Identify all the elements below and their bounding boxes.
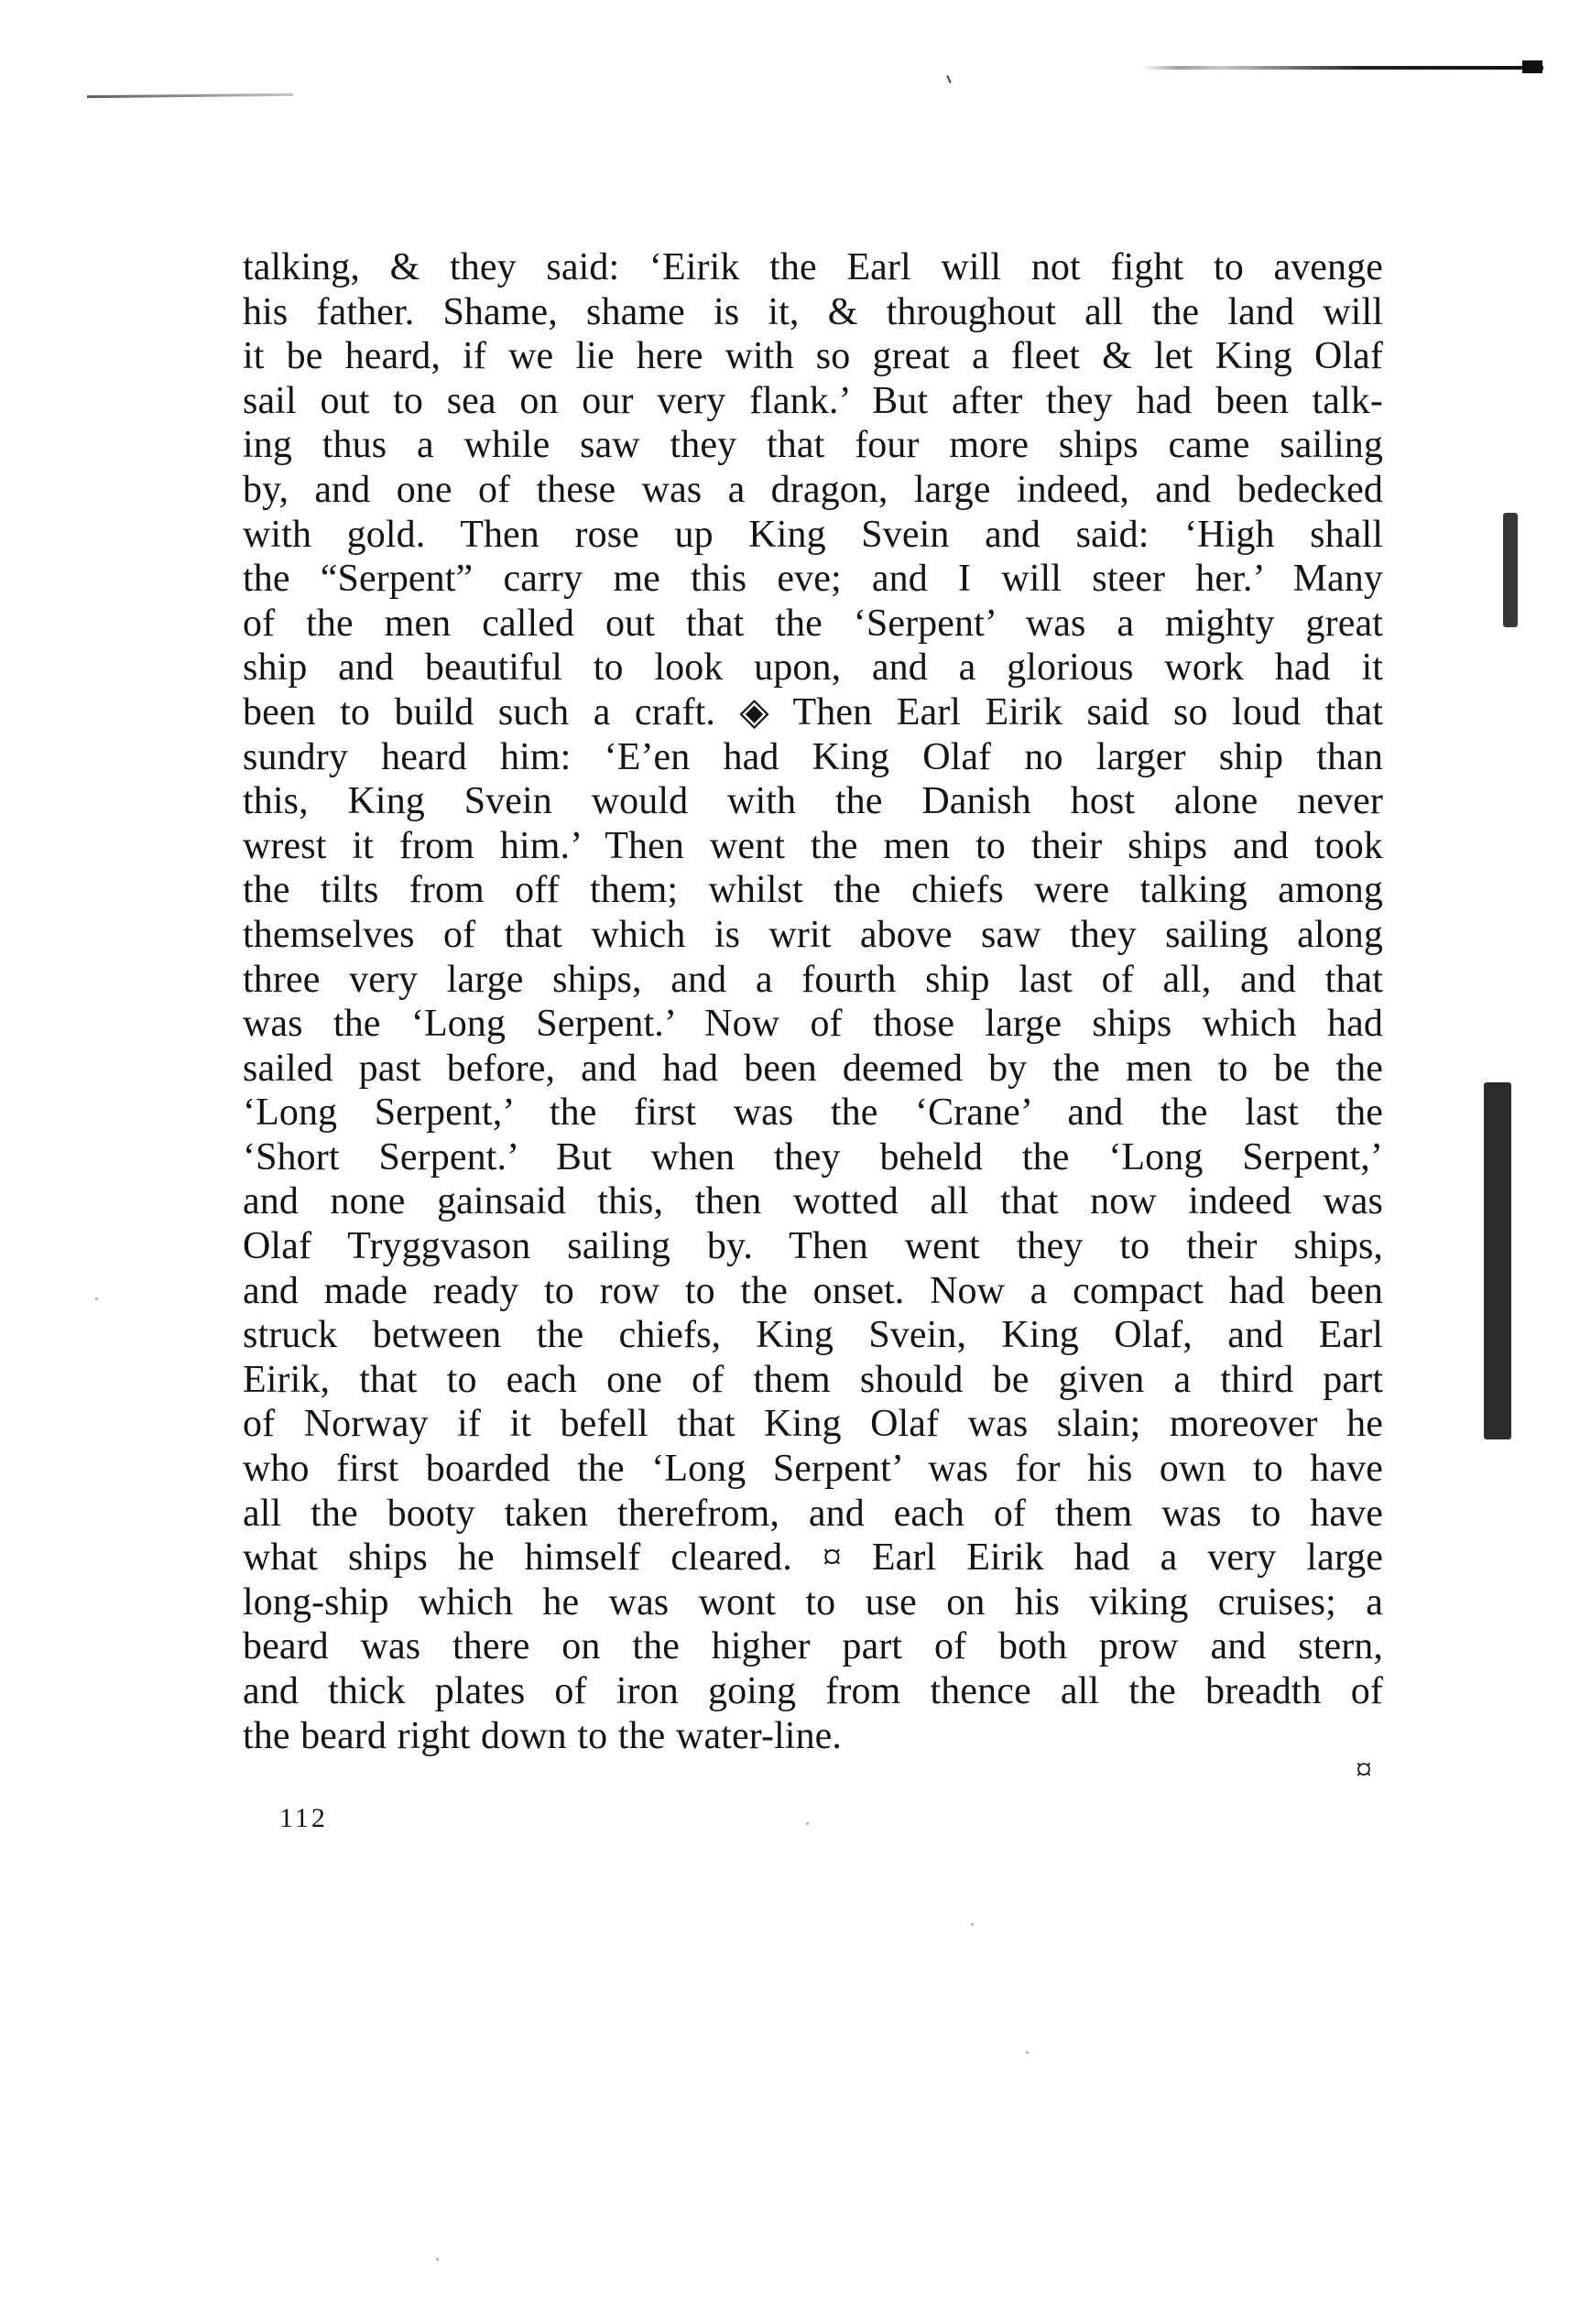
text-line: long-ship which he was wont to use on his viking cruises; a — [243, 1580, 1383, 1624]
text-line: and none gainsaid this, then wotted all that now indeed was — [243, 1180, 1383, 1223]
text-line: by, and one of these was a dragon, large indeed, and bedecked — [243, 468, 1383, 511]
text-line: who first boarded the ‘Long Serpent’ was for his own to have — [243, 1448, 1383, 1491]
text-line: was the ‘Long Serpent.’ Now of those large ships which had — [243, 1003, 1383, 1046]
text-line: Eirik, that to each one of them should be given a third part — [243, 1358, 1383, 1401]
text-line: all the booty taken therefrom, and each of them was to have — [243, 1492, 1383, 1535]
text-line: his father. Shame, shame is it, & throughout all the land will — [243, 290, 1383, 333]
scan-edge-mark — [87, 93, 293, 98]
page-number: 112 — [279, 1803, 328, 1833]
page-edge-shadow — [1484, 1082, 1511, 1439]
text-line: talking, & they said: ‘Eirik the Earl will not fight to avenge — [243, 246, 1383, 288]
text-line: with gold. Then rose up King Svein and said: ‘High shall — [243, 513, 1383, 556]
scan-speck — [436, 2258, 439, 2261]
page-edge-shadow — [1503, 513, 1518, 627]
body-text — [243, 245, 1383, 1758]
scan-speck — [971, 1923, 974, 1926]
text-line: struck between the chiefs, King Svein, King Olaf, and Earl — [243, 1314, 1383, 1357]
text-line: been to build such a craft. ◈ Then Earl Eirik said so loud that — [243, 690, 1383, 733]
text-line: the beard right down to the water-line. — [243, 1714, 843, 1757]
text-line: themselves of that which is writ above saw they sailing along — [243, 913, 1383, 956]
text-line: ship and beautiful to look upon, and a glorious work had it — [243, 646, 1383, 690]
text-line: it be heard, if we lie here with so great a fleet & let King Olaf — [243, 335, 1383, 378]
text-line: sail out to sea on our very flank.’ But after they had been talk- — [243, 379, 1383, 422]
text-line: and made ready to row to the onset. Now a compact had been — [243, 1269, 1383, 1312]
text-line: Olaf Tryggvason sailing by. Then went they to their ships, — [243, 1225, 1383, 1268]
text-line: ing thus a while saw they that four more ships came sailing — [243, 424, 1383, 467]
scan-speck — [946, 75, 952, 83]
scan-speck — [95, 1298, 98, 1300]
text-line: three very large ships, and a fourth ship last of all, and that — [243, 958, 1383, 1001]
text-line: and thick plates of iron going from thence all the breadth of — [243, 1670, 1383, 1712]
text-line: of Norway if it befell that King Olaf was slain; moreover he — [243, 1403, 1383, 1446]
scan-speck — [1026, 2051, 1029, 2054]
text-line: sailed past before, and had been deemed by the men to be the — [243, 1047, 1383, 1090]
text-line: beard was there on the higher part of both prow and stern, — [243, 1625, 1383, 1668]
scan-speck — [806, 1822, 809, 1825]
text-line: this, King Svein would with the Danish host alone never — [243, 780, 1383, 823]
text-line: wrest it from him.’ Then went the men to their ships and took — [243, 824, 1383, 867]
end-ornament: ¤ — [1356, 1751, 1372, 1787]
text-line: the “Serpent” carry me this eve; and I will steer her.’ Many — [243, 558, 1383, 601]
text-line: what ships he himself cleared. ¤ Earl Eirik had a very large — [243, 1537, 1383, 1580]
scan-edge-mark — [1140, 66, 1543, 70]
scan-edge-mark — [1522, 60, 1542, 73]
text-line: of the men called out that the ‘Serpent’ was a mighty great — [243, 602, 1383, 645]
text-line: the tilts from off them; whilst the chiefs were talking among — [243, 869, 1383, 912]
text-line: ‘Long Serpent,’ the first was the ‘Crane’ and the last the — [243, 1091, 1383, 1135]
text-line: sundry heard him: ‘E’en had King Olaf no larger ship than — [243, 735, 1383, 778]
text-line: ‘Short Serpent.’ But when they beheld the ‘Long Serpent,’ — [243, 1135, 1383, 1178]
